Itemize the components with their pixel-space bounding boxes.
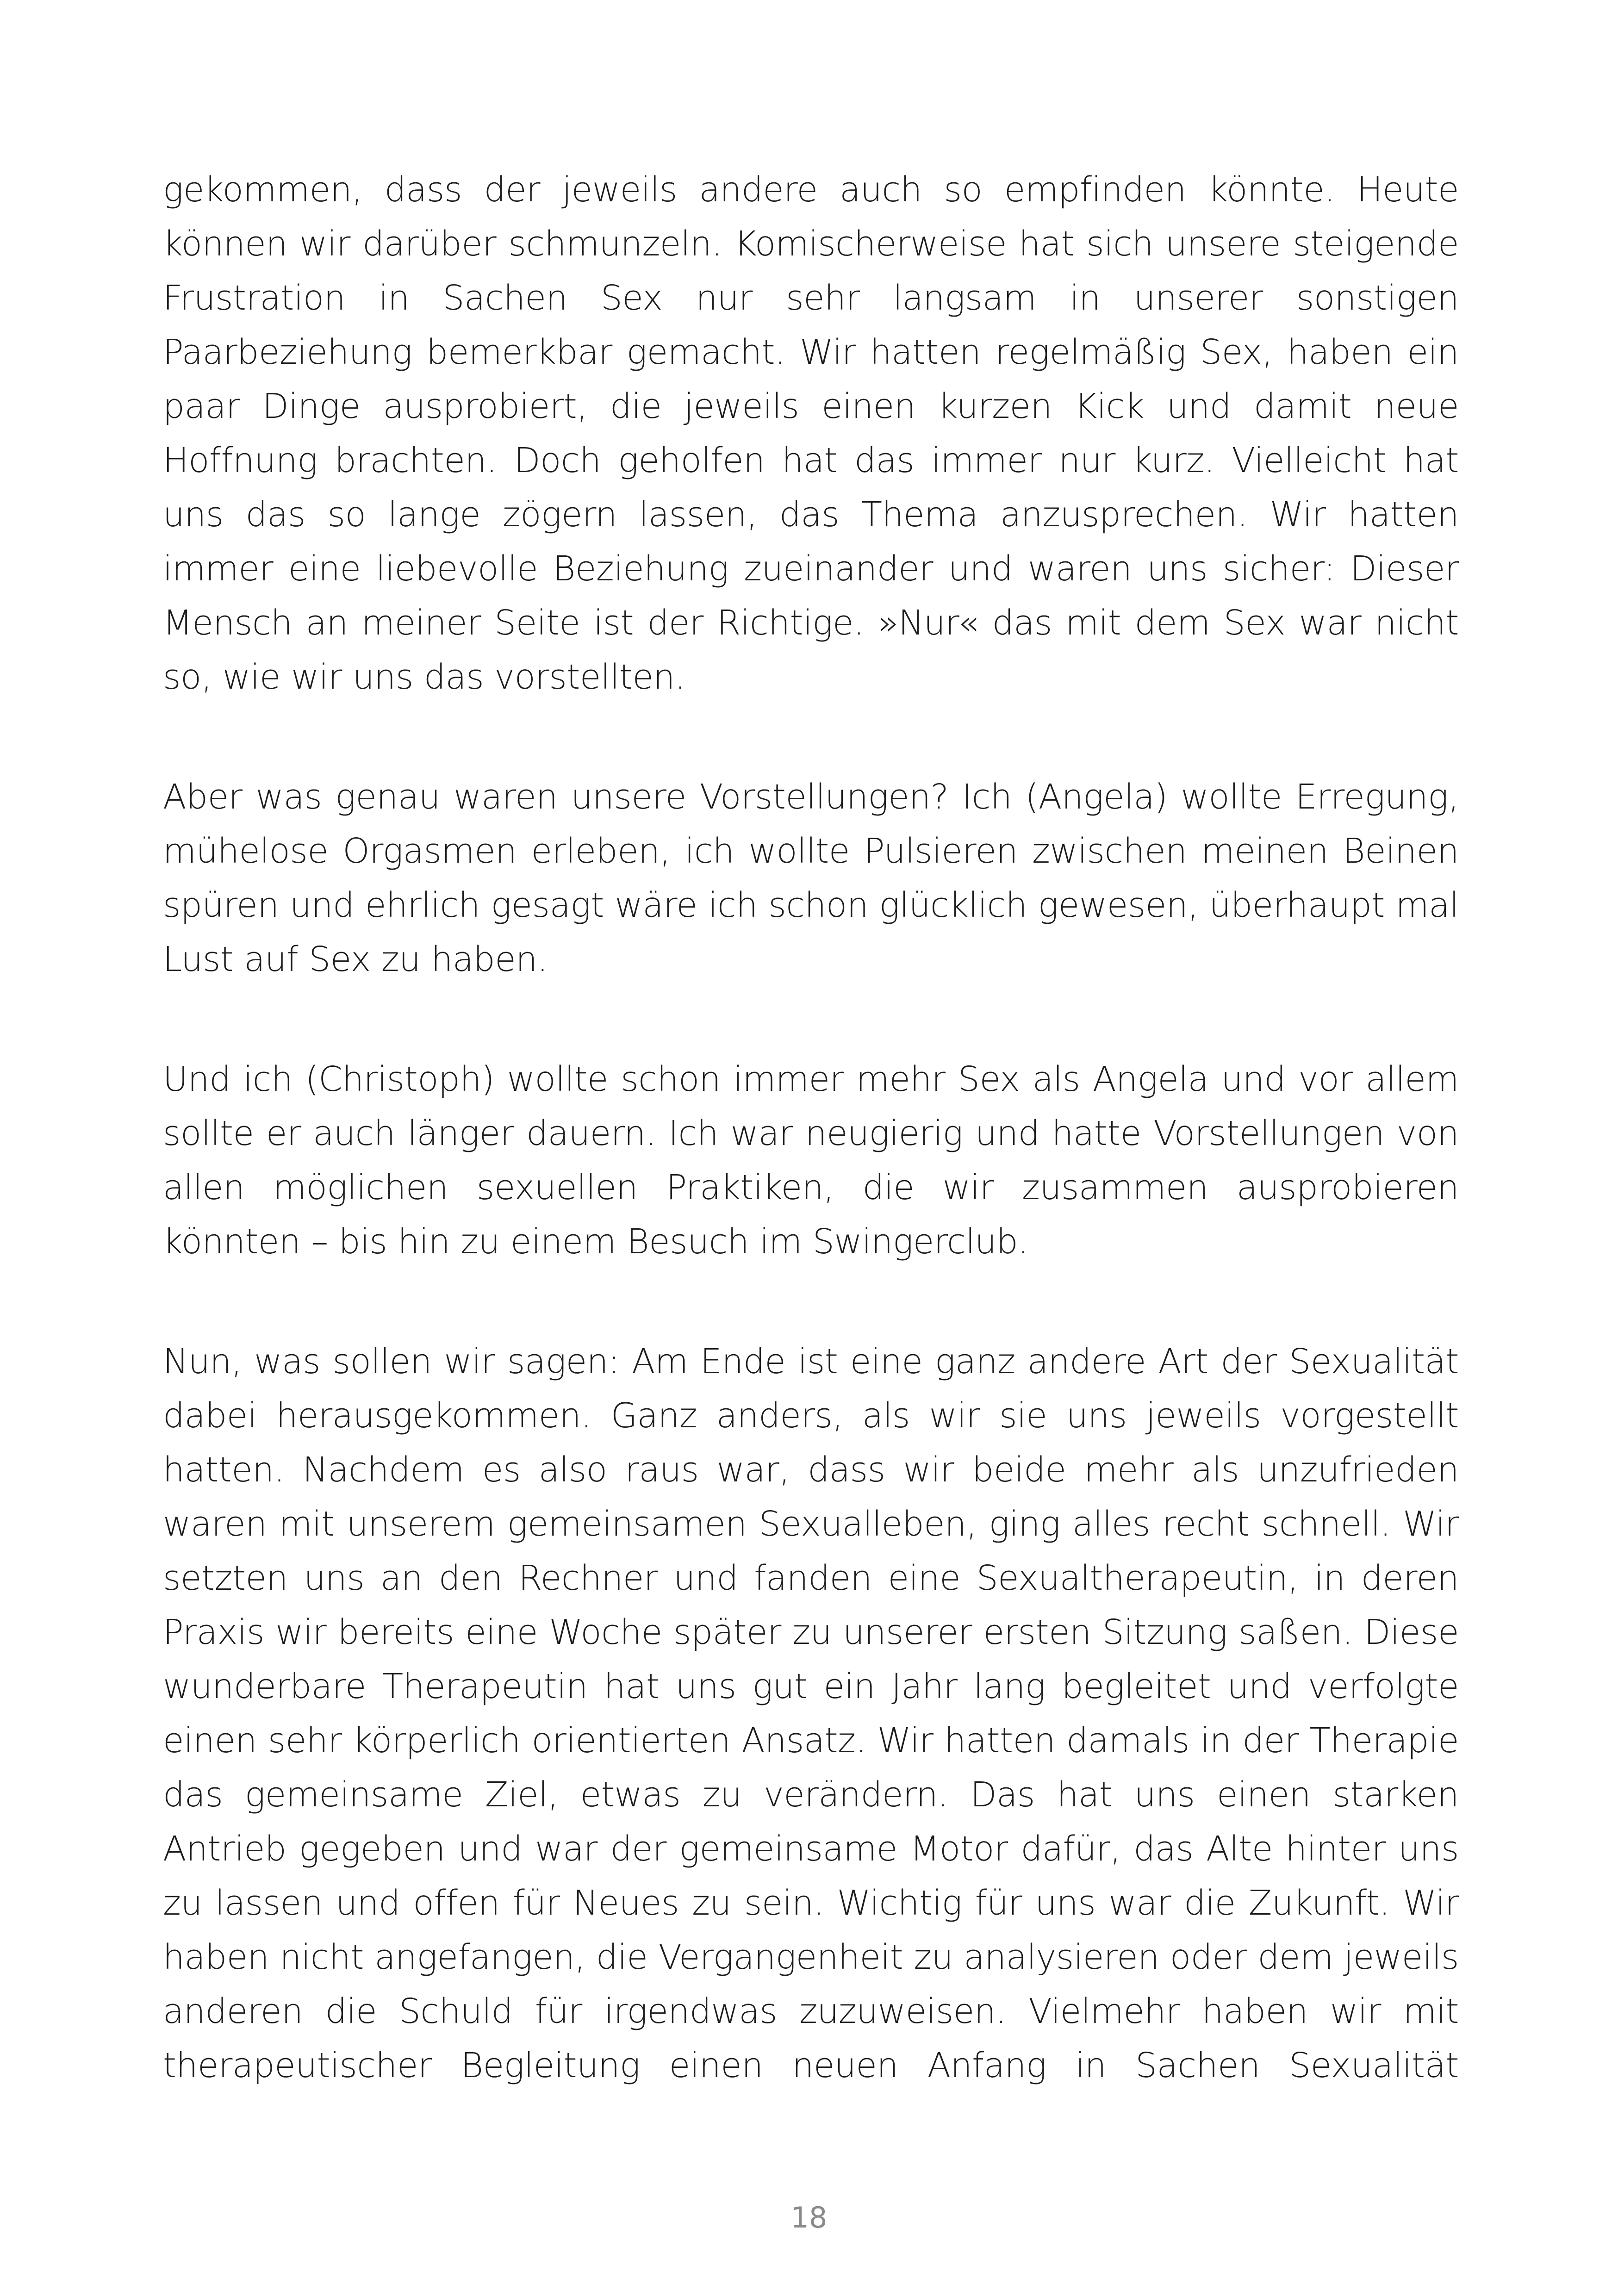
paragraph-4: Nun, was sollen wir sagen: Am Ende ist eine ganz andere Art der Sexualität dabei herausgekommen. Ganz anders, als wir sie uns jeweils vorgestellt hatten. Nachdem es also raus war, dass wir beide mehr als unzufrieden waren mit unserem gemeinsamen Sexualleben, ging alles recht schnell. Wir setzten uns an den Rechner und fanden eine Sexualtherapeutin, in deren Praxis wir bereits eine Woche später zu unserer ersten Sitzung saßen. Diese wunderbare Therapeutin hat uns gut ein Jahr lang begleitet und verfolgte einen sehr körperlich orientierten Ansatz. Wir hatten damals in der Therapie das gemeinsame Ziel, etwas zu verändern. Das hat uns einen starken Antrieb gegeben und war der gemeinsame Motor dafür, das Alte hinter uns zu lassen und offen für Neues zu sein. Wichtig für uns war die Zukunft. Wir haben nicht angefangen, die Vergangenheit zu analysieren oder dem jeweils anderen die Schuld für irgendwas zuzuweisen. Vielmehr haben wir mit therapeutischer Begleitung einen neuen Anfang in Sachen Sexualität <box>163 1342 1459 2085</box>
paragraph-2: Aber was genau waren unsere Vorstellungen? Ich (Angela) wollte Erregung, mühelose Orgasmen erleben, ich wollte Pulsieren zwischen meinen Beinen spüren und ehrlich gesagt wäre ich schon glücklich gewesen, überhaupt mal Lust auf Sex zu haben. <box>163 777 1459 979</box>
body-text <box>163 163 1459 2159</box>
paragraph-1: gekommen, dass der jeweils andere auch so empfinden könnte. Heute können wir darüber schmunzeln. Komischerweise hat sich unsere steigende Frustration in Sachen Sex nur sehr langsam in unserer sonstigen Paarbeziehung bemerkbar gemacht. Wir hatten regelmäßig Sex, haben ein paar Dinge ausprobiert, die jeweils einen kurzen Kick und damit neue Hoffnung brachten. Doch geholfen hat das immer nur kurz. Vielleicht hat uns das so lange zögern lassen, das Thema anzusprechen. Wir hatten immer eine liebevolle Beziehung zueinander und waren uns sicher: Dieser Mensch an meiner Seite ist der Richtige. »Nur« das mit dem Sex war nicht so, wie wir uns das vorstellten. <box>163 170 1459 697</box>
paragraph-3: Und ich (Christoph) wollte schon immer mehr Sex als Angela und vor allem sollte er auch länger dauern. Ich war neugierig und hatte Vorstellungen von allen möglichen sexuellen Praktiken, die wir zusammen ausprobieren könnten – bis hin zu einem Besuch im Swingerclub. <box>163 1059 1459 1262</box>
page-number: 18 <box>790 2201 828 2234</box>
